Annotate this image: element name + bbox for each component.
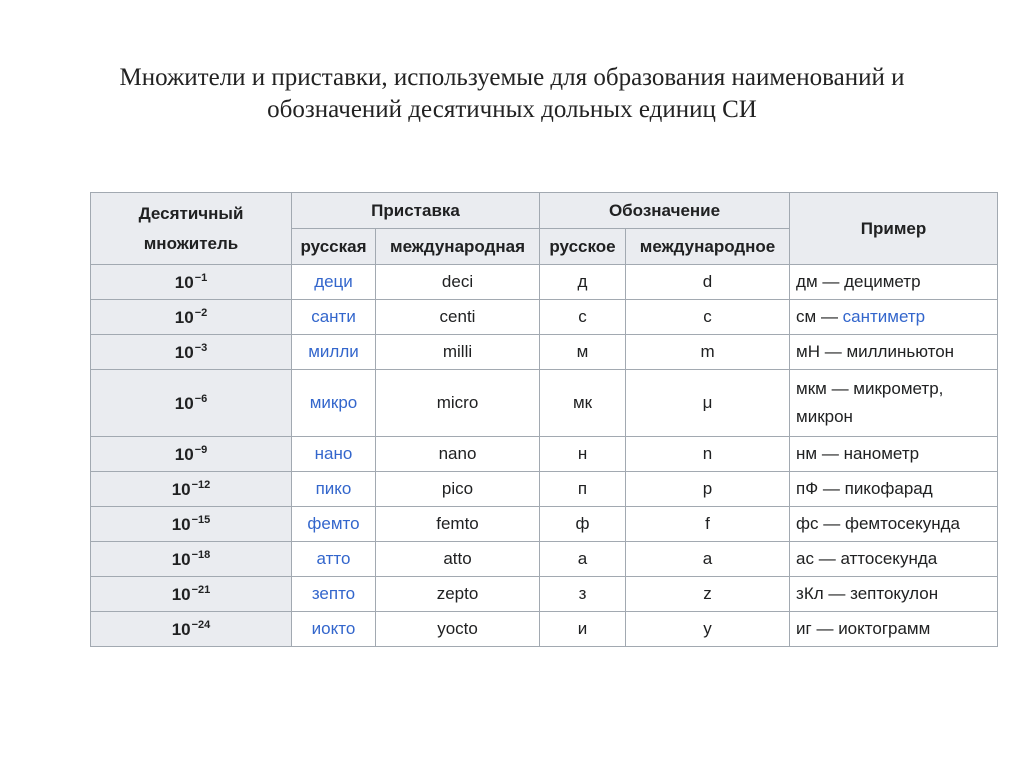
example-symbol: мкм — [796, 379, 854, 398]
table-row [91, 265, 998, 300]
multiplier-exponent: −2 [194, 306, 208, 319]
multiplier-base: 10 [174, 307, 194, 327]
table-row [91, 370, 998, 437]
designation-russian-cell: а [540, 542, 626, 577]
designation-russian-cell: м [540, 335, 626, 370]
example-text: фемтосекунда [844, 514, 960, 533]
example-cell [790, 300, 998, 335]
example-symbol: пФ — [796, 479, 845, 498]
example-symbol: ас — [796, 549, 841, 568]
multiplier-exponent: −21 [191, 583, 211, 596]
prefix-russian-link[interactable]: деци [314, 272, 353, 291]
example-cell [790, 577, 998, 612]
example-symbol: зКл — [796, 584, 851, 603]
table-row [91, 437, 998, 472]
designation-russian-cell: д [540, 265, 626, 300]
page-title [40, 62, 984, 126]
example-cell [790, 265, 998, 300]
prefix-international-cell: deci [376, 265, 540, 300]
example-cell [790, 472, 998, 507]
prefix-russian-cell [292, 300, 376, 335]
prefix-russian-link[interactable]: нано [314, 444, 353, 463]
example-text: дециметр [844, 272, 921, 291]
example-symbol: дм — [796, 272, 845, 291]
designation-international-cell: p [626, 472, 790, 507]
example-cell [790, 542, 998, 577]
table-row [91, 507, 998, 542]
example-text: микрометр, микрон [796, 379, 944, 426]
multiplier-cell [91, 300, 292, 335]
multiplier-cell [91, 370, 292, 437]
prefix-international-cell: yocto [376, 612, 540, 647]
multiplier-cell [91, 437, 292, 472]
prefix-russian-link[interactable]: милли [308, 342, 359, 361]
example-text: аттосекунда [840, 549, 938, 568]
example-text: иоктограмм [838, 619, 931, 638]
multiplier-base: 10 [171, 514, 191, 534]
multiplier-exponent: −9 [194, 443, 208, 456]
prefix-international-cell: femto [376, 507, 540, 542]
multiplier-base: 10 [174, 444, 194, 464]
prefix-russian-cell [292, 507, 376, 542]
example-text: пикофарад [844, 479, 933, 498]
prefix-international-cell: micro [376, 370, 540, 437]
header-designation-international: международное [626, 229, 790, 265]
prefix-russian-cell [292, 542, 376, 577]
header-designation-russian: русское [540, 229, 626, 265]
prefix-international-cell: milli [376, 335, 540, 370]
prefix-russian-cell [292, 265, 376, 300]
designation-international-cell: y [626, 612, 790, 647]
table-row [91, 335, 998, 370]
designation-russian-cell: с [540, 300, 626, 335]
example-cell [790, 507, 998, 542]
designation-international-cell: z [626, 577, 790, 612]
multiplier-cell [91, 577, 292, 612]
multiplier-cell [91, 612, 292, 647]
title-line-1: Множители и приставки, используемые для образования наименований и [119, 64, 905, 91]
prefix-russian-cell [292, 472, 376, 507]
designation-russian-cell: ф [540, 507, 626, 542]
multiplier-base: 10 [174, 272, 194, 292]
designation-russian-cell: мк [540, 370, 626, 437]
prefix-russian-cell [292, 577, 376, 612]
prefix-international-cell: centi [376, 300, 540, 335]
example-cell [790, 335, 998, 370]
multiplier-base: 10 [174, 342, 194, 362]
multiplier-cell [91, 507, 292, 542]
multiplier-base: 10 [171, 619, 191, 639]
multiplier-base: 10 [171, 584, 191, 604]
prefix-russian-cell [292, 612, 376, 647]
multiplier-base: 10 [171, 549, 191, 569]
example-cell [790, 612, 998, 647]
prefix-international-cell: nano [376, 437, 540, 472]
prefix-russian-link[interactable]: атто [316, 549, 351, 568]
example-text: зептокулон [850, 584, 939, 603]
table-row [91, 577, 998, 612]
example-text: нанометр [843, 444, 920, 463]
example-cell [790, 437, 998, 472]
title-line-2: обозначений десятичных дольных единиц СИ [267, 96, 757, 123]
designation-international-cell: d [626, 265, 790, 300]
header-designation: Обозначение [540, 193, 790, 229]
example-symbol: иг — [796, 619, 839, 638]
designation-international-cell: c [626, 300, 790, 335]
example-symbol: мН — [796, 342, 847, 361]
multiplier-base: 10 [174, 393, 194, 413]
multiplier-cell [91, 265, 292, 300]
example-link[interactable]: сантиметр [842, 307, 926, 326]
prefix-russian-link[interactable]: санти [311, 307, 356, 326]
designation-international-cell: n [626, 437, 790, 472]
multiplier-cell [91, 472, 292, 507]
table-row [91, 300, 998, 335]
header-prefix: Приставка [292, 193, 540, 229]
header-multiplier: Десятичный множитель [91, 193, 292, 265]
example-symbol: нм — [796, 444, 844, 463]
designation-russian-cell: и [540, 612, 626, 647]
prefix-russian-cell [292, 437, 376, 472]
header-prefix-international: международная [376, 229, 540, 265]
designation-international-cell: m [626, 335, 790, 370]
prefix-russian-cell [292, 335, 376, 370]
multiplier-exponent: −12 [191, 478, 211, 491]
header-prefix-russian: русская [292, 229, 376, 265]
prefix-russian-link[interactable]: микро [309, 393, 358, 412]
prefix-russian-link[interactable]: фемто [307, 514, 360, 533]
table-row [91, 612, 998, 647]
designation-international-cell: f [626, 507, 790, 542]
designation-russian-cell: з [540, 577, 626, 612]
designation-russian-cell: н [540, 437, 626, 472]
example-symbol: см — [796, 307, 843, 326]
designation-international-cell: a [626, 542, 790, 577]
prefix-russian-link[interactable]: иокто [311, 619, 356, 638]
prefix-russian-link[interactable]: пико [315, 479, 352, 498]
si-prefix-table [90, 192, 998, 647]
prefix-international-cell: pico [376, 472, 540, 507]
multiplier-base: 10 [171, 479, 191, 499]
multiplier-exponent: −1 [194, 271, 208, 284]
prefix-russian-cell [292, 370, 376, 437]
example-text: миллиньютон [846, 342, 955, 361]
table-row [91, 542, 998, 577]
multiplier-cell [91, 335, 292, 370]
designation-russian-cell: п [540, 472, 626, 507]
prefix-international-cell: zepto [376, 577, 540, 612]
multiplier-exponent: −24 [191, 618, 211, 631]
prefix-russian-link[interactable]: зепто [311, 584, 356, 603]
example-cell [790, 370, 998, 437]
multiplier-exponent: −18 [191, 548, 211, 561]
prefix-international-cell: atto [376, 542, 540, 577]
multiplier-exponent: −15 [191, 513, 211, 526]
example-symbol: фс — [796, 514, 845, 533]
header-example: Пример [790, 193, 998, 265]
multiplier-exponent: −6 [194, 392, 208, 405]
multiplier-cell [91, 542, 292, 577]
designation-international-cell: μ [626, 370, 790, 437]
multiplier-exponent: −3 [194, 341, 208, 354]
table-row [91, 472, 998, 507]
